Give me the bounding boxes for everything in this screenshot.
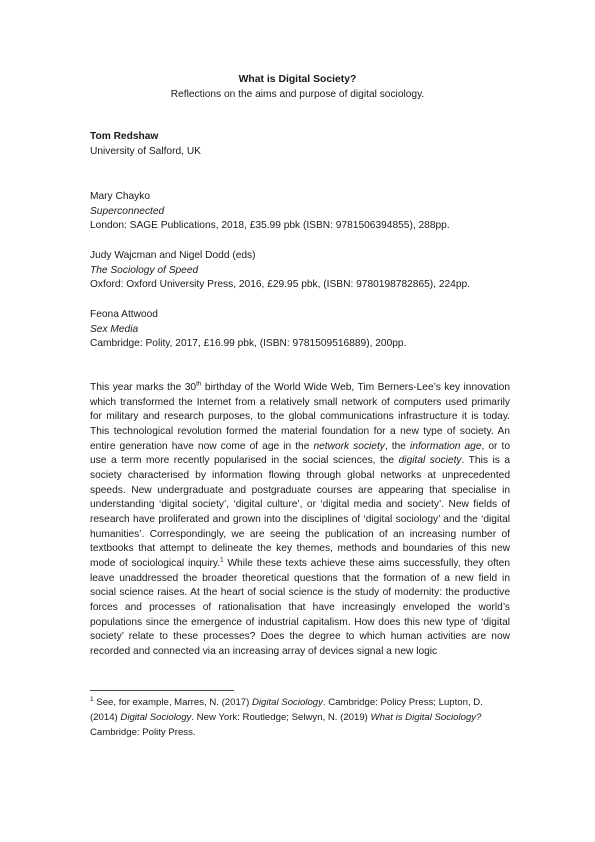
book-title: Sex Media	[90, 323, 139, 335]
body-text: This year marks the 30	[90, 382, 197, 393]
book-title: Superconnected	[90, 205, 165, 217]
book-authors: Mary Chayko	[90, 191, 151, 202]
body-text: , or to use a term more recently popularised in the social sciences, the	[90, 440, 511, 467]
author-affiliation: University of Salford, UK	[90, 145, 201, 157]
book-details: Oxford: Oxford University Press, 2016, £29.95 pbk, (ISBN: 9780198782865), 224pp.	[90, 279, 470, 291]
body-emphasis: network society	[313, 440, 385, 452]
footnote-text: . Cambridge: Policy Press; Lupton, D. (2014)	[90, 697, 483, 723]
author-name: Tom Redshaw	[90, 131, 159, 142]
book-entry	[90, 249, 510, 293]
footnote-number: 1	[90, 695, 94, 703]
ordinal-suffix: th	[196, 380, 202, 388]
body-paragraph	[90, 381, 510, 659]
book-authors: Feona Attwood	[90, 309, 158, 320]
body-text: While these texts achieve these aims successfully, they often leave unaddressed the broader theoretical questions that the formation of a new field in social science raises. At the heart of social science is the study of modernity: the productive forces and processes of rationalisation that have increasingly enveloped the world’s populations since the emergence of industrial capitalism. How does this new type of ‘digital society’ relate to these processes? Does the degree to which human activities are now recorded and connected via an increasing array of devices signal a new logic	[90, 557, 510, 657]
book-authors: Judy Wajcman and Nigel Dodd (eds)	[90, 250, 256, 261]
footnote-text: Cambridge: Polity Press.	[90, 727, 196, 738]
document-title: What is Digital Society?	[238, 74, 357, 85]
body-text: , the	[384, 440, 411, 452]
footnote-reference[interactable]: 1	[220, 556, 224, 564]
book-details: London: SAGE Publications, 2018, £35.99 pbk (ISBN: 9781506394855), 288pp.	[90, 220, 450, 232]
body-text: . This is a society characterised by information flowing through global networks at unprecedented speeds. New undergraduate and postgraduate courses are appearing that specialise in understanding ‘digital society’, ‘digital culture’, or ‘digital media and society’. New fields of research have proliferated and grown into the disciplines of ‘digital sociology’ and the ‘digital humanities’. Correspondingly, we are seeing the publication of an increasing number of textbooks that attempt to delineate the key themes, methods and boundaries of this new mode of sociological inquiry.	[90, 455, 511, 569]
footnote-divider	[90, 690, 234, 691]
footnote	[90, 695, 510, 740]
body-emphasis: information age	[410, 440, 482, 452]
book-entry	[90, 308, 510, 352]
footnote-text: See, for example, Marres, N. (2017)	[93, 697, 252, 708]
footnote-emphasis: Digital Sociology	[251, 697, 323, 708]
author-block	[90, 130, 510, 159]
footnote-text: . New York: Routledge; Selwyn, N. (2019)	[191, 712, 371, 723]
book-details: Cambridge: Polity, 2017, £16.99 pbk, (ISBN: 9781509516889), 200pp.	[90, 338, 407, 350]
footnote-emphasis: What is Digital Sociology?	[370, 712, 482, 723]
body-text: birthday of the World Wide Web, Tim Berners-Lee’s key innovation which transformed the Internet from a relatively small network of computers used primarily for military and research purposes, to the global communications infrastructure it is today. This technological revolution formed the material foundation for a new type of society. An entire generation have now come of age in the	[90, 382, 510, 452]
book-title: The Sociology of Speed	[90, 264, 199, 276]
book-entry	[90, 190, 510, 234]
document-subtitle: Reflections on the aims and purpose of digital sociology.	[170, 89, 425, 100]
footnote-emphasis: Digital Sociology	[120, 712, 192, 723]
body-emphasis: digital society	[398, 455, 462, 467]
